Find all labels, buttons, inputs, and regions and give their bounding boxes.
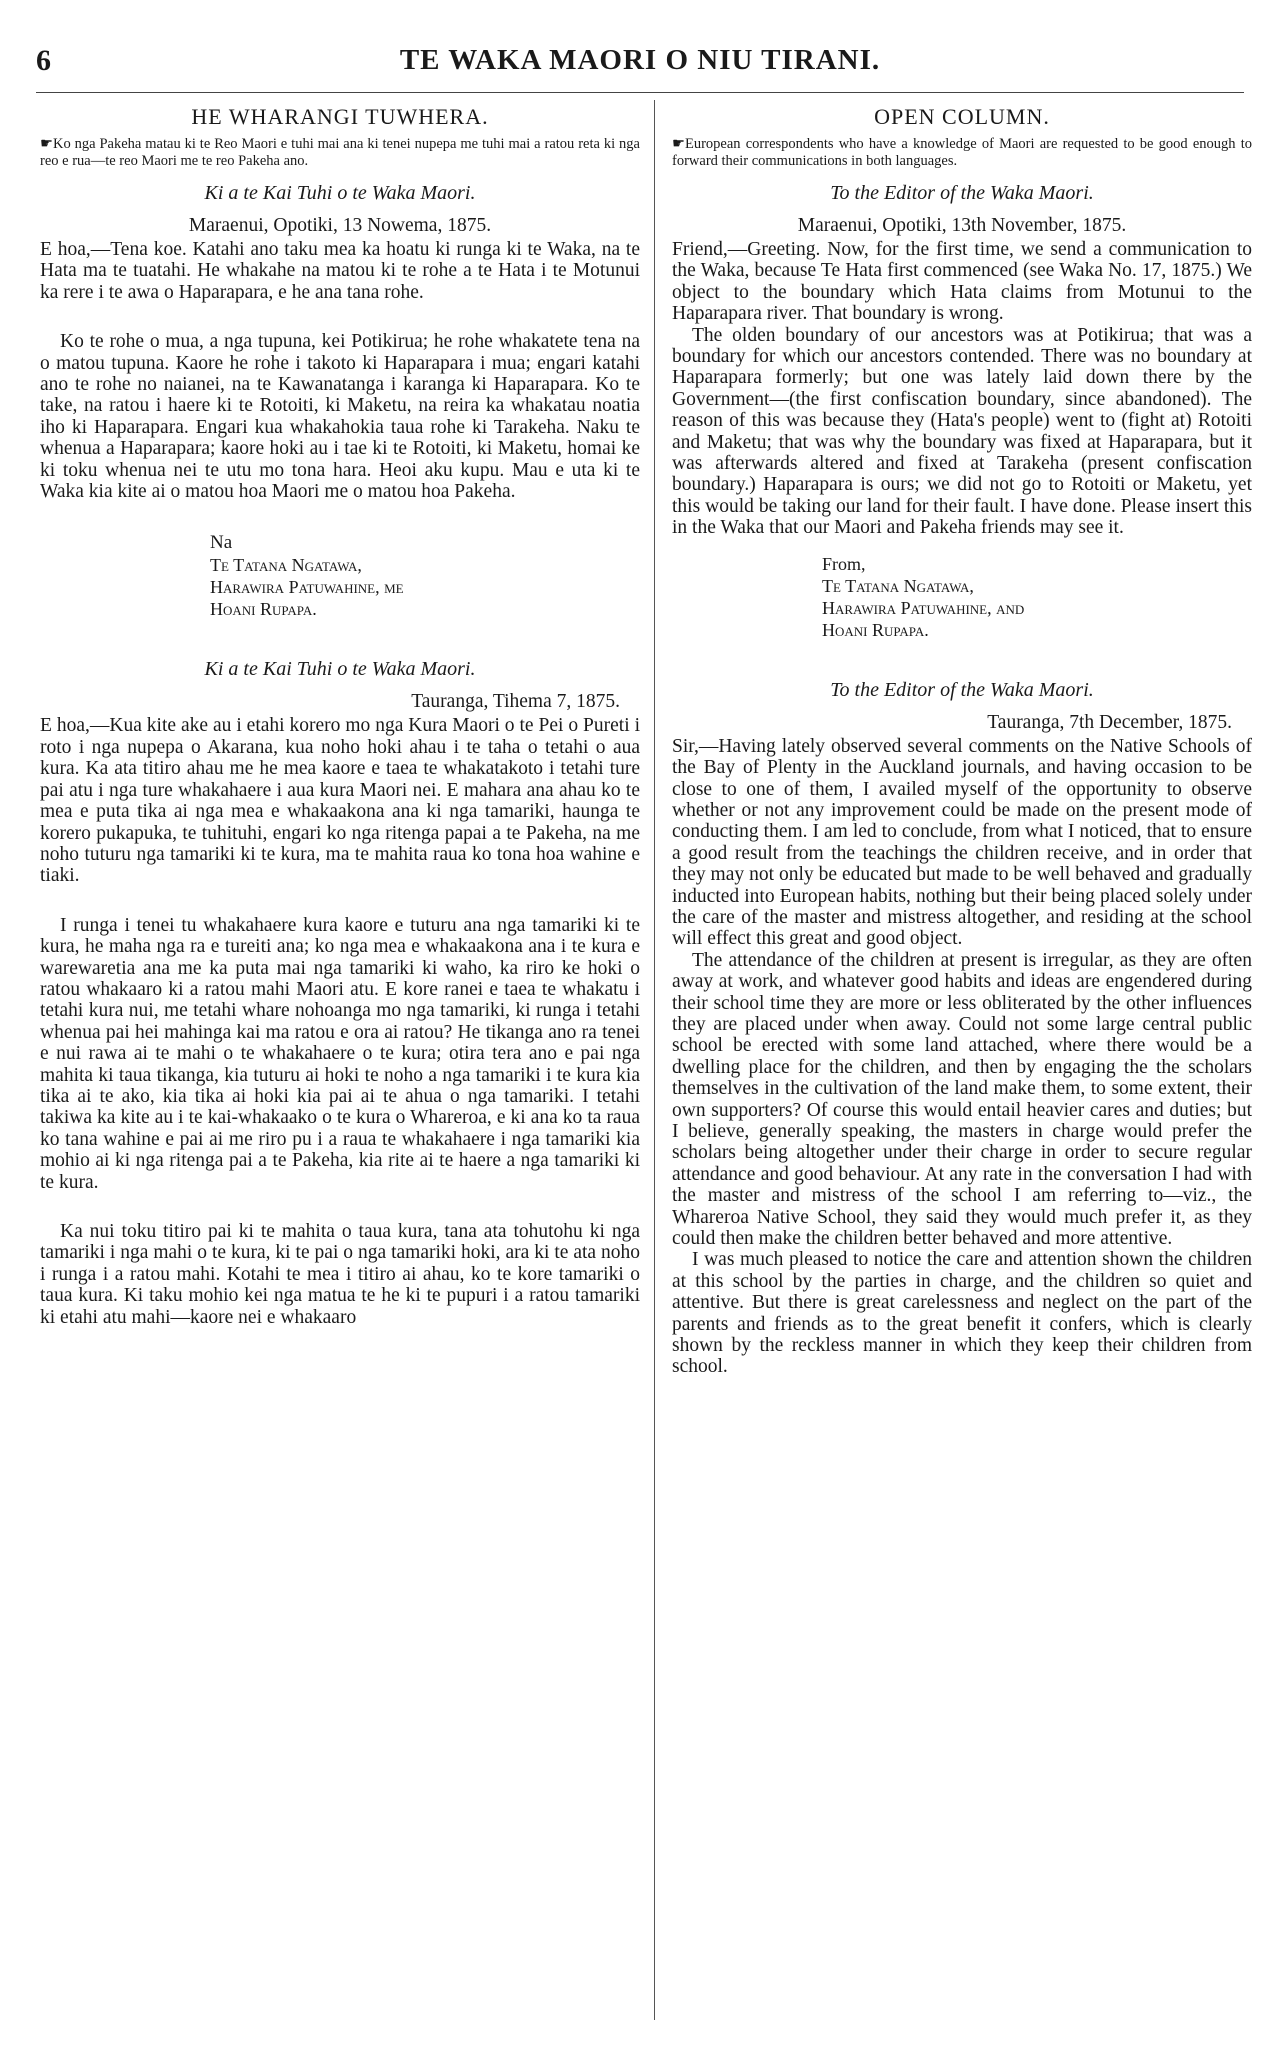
signature-from: From, [822, 553, 866, 574]
letter1-english-salutation: To the Editor of the Waka Maori. [830, 182, 1094, 204]
section-spacer [40, 620, 640, 646]
english-column-heading: OPEN COLUMN. [874, 104, 1050, 129]
letter2-maori-paragraph-2: I runga i tenei tu whakahaere kura kaore e tuturu ana nga tamariki ki te kura, he maha nga ra e tureiti ana; ko nga mea e whakaakona ana i te kura e warewaretia ana me ka puta mai nga tamariki ki waho, ka riro ke hoki o ratou whakaaro ki a ratou mahi Maori atu. E kore ranei e taea te whakatu i tetahi kura nui, me tetahi whare nohoanga mo nga tamariki, ki runga i tetahi whenua pai hei mahinga kai ma ratou e ora ai ratou? He tikanga ano ra tenei e nui rawa ai te mahi o te whakahaere o te kura; otira tera ano e pai nga mahita ki taua tikanga, kia tuturu ai hoki te noho a nga tamariki i te kura kia tika ai te ako, kia tika ai hoki kia pai ai te ahua o nga tamariki. I tetahi takiwa ka kite au i te kai-whakaako o te kura o Whareroa, e ki ana ko ta raua ko tana wahine e pai ai me riro pu i a raua te whakahaere i nga tamariki kia mohio ai ki nga ritenga pai a te Pakeha, kia rite ai te haere a nga tamariki ki te kura. [40, 914, 640, 1193]
page-number: 6 [36, 44, 51, 77]
letter2-maori-paragraph-1: E hoa,—Kua kite ake au i etahi korero mo nga Kura Maori o te Pei o Pureti i roto i nga nupepa o Akarana, kua noho hoki ahau i te taha o tetahi o aua kura. Ka ata titiro ahau me he mea kaore e taea te whakatakoto i tetahi ture pai atu i nga ture whakahaere i aua kura Maori nei. E mahara ana ahau ko te mea e puta tika ai nga mea e whakaakona ana ki nga tamariki, haunga te korero pukapuka, te tuhituhi, engari ko nga ritenga papai a te Pakeha, na me noho tuturu nga tamariki ki te kura, ma te mahita raua ko tona hoa wahine e tiaki. [40, 715, 640, 887]
letter1-english-paragraph-2: The olden boundary of our ancestors was at Potikirua; that was a boundary for which our ancestors contended. There was no boundary at Haparapara formerly; but one was lately laid down there by the Government—(the first confiscation boundary, since abandoned). The reason of this was because they (Hata's people) went to (fight at) Rotoiti and Maketu; that was why the boundary was fixed at Haparapara, but it was afterwards altered and fixed at Tarakeha (present confiscation boundary.) Haparapara is ours; we did not go to Rotoiti or Maketu, yet this would be taking our land for their fault. I have done. Please insert this in the Waka that our Maori and Pakeha friends may see it. [672, 324, 1252, 539]
maori-column-notice: ☛Ko nga Pakeha matau ki te Reo Maori e tuhi mai ana ki tenei nupepa me tuhi mai a ratou reta ki nga reo e rua—te reo Maori me te reo Pakeha ano. [40, 136, 640, 169]
letter2-english-place-date: Tauranga, 7th December, 1875. [987, 711, 1232, 733]
masthead-title: TE WAKA MAORI O NIU TIRANI. [399, 44, 881, 76]
column-divider [654, 100, 655, 2020]
letter1-maori-place-date: Maraenui, Opotiki, 13 Nowema, 1875. [188, 215, 492, 236]
letter2-maori-place-date: Tauranga, Tihema 7, 1875. [411, 691, 620, 713]
signature-name-2: Harawira Patuwahine, me [210, 577, 404, 598]
letter2-english-paragraph-2: The attendance of the children at present is irregular, as they are often away at work, and whatever good habits and ideas are engendered during their school time they are more or less obliterated by the other influences they are placed under when away. Could not some large central public school be erected with some land attached, where there would be a dwelling place for the children, and then by engaging the the scholars themselves in the cultivation of the land make them, to some extent, their own supporters? Of course this would entail heavier cares and duties; but I believe, generally speaking, the masters in charge would prefer the scholars being altogether under their charge in order to secure regular attendance and good behaviour. At any rate in the conversation I had with the master and mistress of the school I am referring to—viz., the Whareroa Native School, they said they would much prefer it, as they could then make the children better behaved and more attentive. [672, 949, 1252, 1250]
letter1-maori-paragraph-1: E hoa,—Tena koe. Katahi ano taku mea ka hoatu ki runga ki te Waka, na te Hata ma te tuatahi. He whakahe na matou ki te rohe a te Hata i te Motunui ka rere i te awa o Haparapara, e he ana tana rohe. [40, 239, 640, 303]
letter2-maori-paragraph-3: Ka nui toku titiro pai ki te mahita o taua kura, tana ata tohutohu ki nga tamariki i nga mahi o te kura, ki te pai o nga tamariki hoki, ara ki te ata noho i runga i a ratou mahi. Kotahi te mea i titiro ai ahau, ko te kore tamariki o taua kura. Ki taku mohio kei nga matua te he ki te pupuri i a ratou tamariki ki etahi atu mahi—kaore nei e whakaaro [40, 1221, 640, 1328]
letter1-english-place-date: Maraenui, Opotiki, 13th November, 1875. [797, 215, 1127, 236]
letter1-maori-paragraph-2: Ko te rohe o mua, a nga tupuna, kei Potikirua; he rohe whakatete tena na o matou tupuna. Kaore he rohe i takoto ki Haparapara i mua; engari katahi ano te rohe no naianei, na te Kawanatanga i karanga ki Haparapara. Ko te take, na ratou i haere ki te Rotoiti, ki Maketu, na reira ka whakatau noatia iho ki Haparapara. Engari kua whakahokia taua rohe ki Tarakeha. Naku te whenua a Haparapara; kaore hoki au i tae ki te Rotoiti, ki Maketu, homai ke ki toku whenua nei te utu mo tona hara. Heoi aku kupu. Mau e uta ki te Waka kia kite ai o matou hoa Maori me o matou hoa Pakeha. [40, 331, 640, 503]
letter1-maori-salutation: Ki a te Kai Tuhi o te Waka Maori. [204, 182, 476, 204]
english-column-notice: ☛European correspondents who have a knowledge of Maori are requested to be good enough to forward their communications in both languages. [672, 136, 1252, 169]
english-column [672, 104, 1252, 1378]
header-rule [36, 92, 1244, 93]
letter1-english-signature [672, 553, 1252, 641]
maori-column [40, 104, 640, 1328]
signature-name-1: Te Tatana Ngatawa, [822, 575, 974, 596]
signature-name-2: Harawira Patuwahine, and [822, 597, 1025, 618]
signature-name-3: Hoani Rupapa. [822, 619, 929, 640]
letter1-maori-signature [40, 532, 640, 620]
letter2-english-salutation: To the Editor of the Waka Maori. [830, 678, 1094, 701]
letter2-english-paragraph-3: I was much pleased to notice the care and attention shown the children at this school by the parties in charge, and the children so quiet and attentive. But there is great carelessness and neglect on the part of the parents and friends as to the great benefit it confers, which is clearly shown by the reckless manner in which they keep their children from school. [672, 1249, 1252, 1378]
letter1-english-paragraph-1: Friend,—Greeting. Now, for the first time, we send a communication to the Waka, because Te Hata first commenced (see Waka No. 17, 1875.) We object to the boundary which Hata claims from Motunui to the Haparapara river. That boundary is wrong. [672, 239, 1252, 325]
letter2-english-paragraph-1: Sir,—Having lately observed several comments on the Native Schools of the Bay of Plenty in the Auckland journals, and having occasion to be close to one of them, I availed myself of the opportunity to observe whether or not any improvement could be made on the present mode of conducting them. I am led to conclude, from what I noticed, that to ensure a good result from the teachings the children receive, and in order that they may not only be educated but made to be well behaved and gradually inducted into European habits, nothing but their being placed solely under the care of the master and mistress altogether, and residing at the school will effect this great and good object. [672, 735, 1252, 950]
maori-column-heading: HE WHARANGI TUWHERA. [191, 104, 489, 129]
signature-name-1: Te Tatana Ngatawa, [210, 555, 362, 576]
signature-na: Na [210, 532, 233, 554]
section-spacer [672, 641, 1252, 667]
letter2-maori-salutation: Ki a te Kai Tuhi o te Waka Maori. [204, 658, 476, 681]
signature-name-3: Hoani Rupapa. [210, 599, 317, 620]
